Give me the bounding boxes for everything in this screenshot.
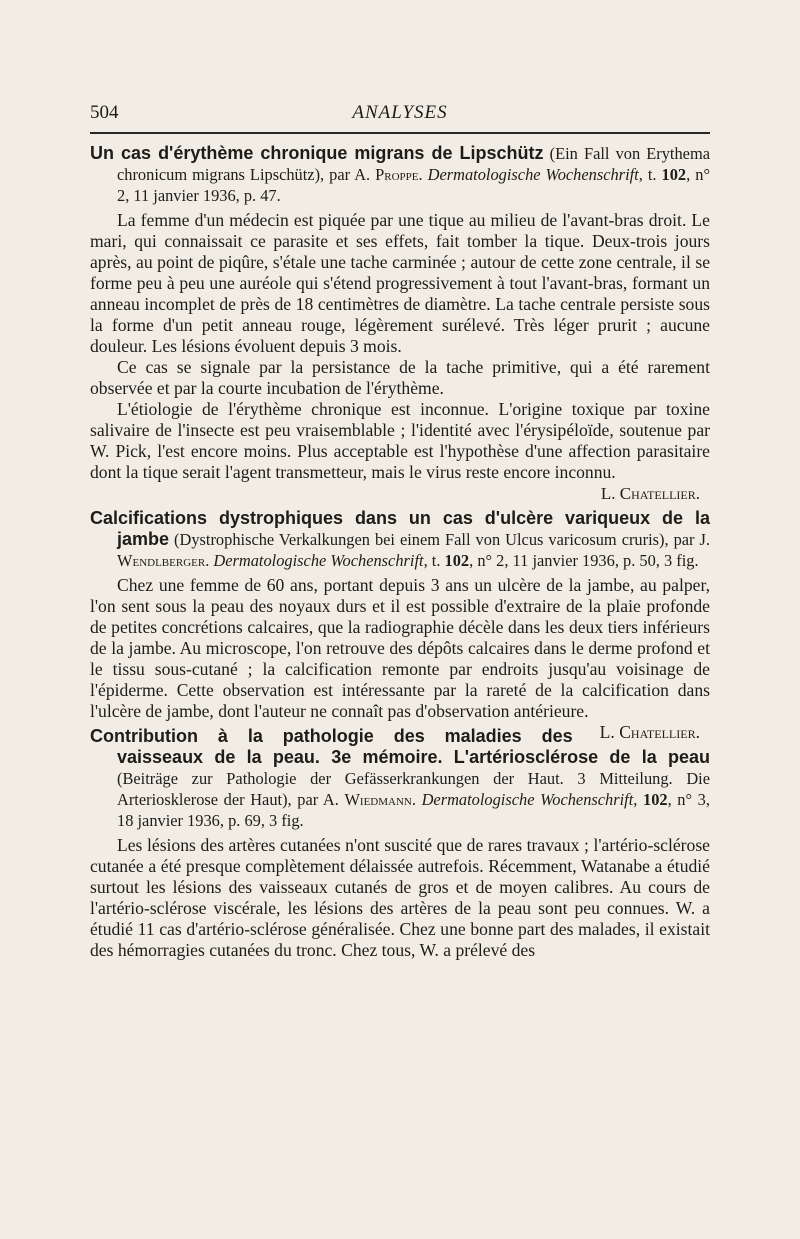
- reference-text: (Ein Fall von Erythema chronicum migrans Lipschütz), par A.: [117, 144, 710, 184]
- running-title: ANALYSES: [352, 102, 448, 123]
- page-header: [90, 100, 710, 130]
- article-citation: [90, 508, 710, 571]
- reference-separator: .: [411, 790, 422, 809]
- reference-tail: , n° 2, 11 janvier 1936, p. 47.: [117, 165, 710, 205]
- journal-name: Dermatologische Wochenschrift: [427, 165, 639, 184]
- author-name: Proppe: [375, 165, 419, 184]
- journal-name: Dermatologische Wochenschrift: [213, 551, 424, 570]
- paragraph: Les lésions des artères cutanées n'ont suscité que de rares travaux ; l'artério-sclérose cutanée a été presque complètement délaissée autrefois. Récemment, Watanabe a étudié surtout les lésions des vaisseaux cutanés de gros et de moyen calibres. Au cours de l'artério-sclérose viscérale, les lésions des artères de la peau sont peu connues. W. a étudié 11 cas d'artério-sclérose généralisée. Chez une bonne part des malades, il existait des hémorragies cutanées du tronc. Chez tous, W. a prélevé des: [90, 835, 710, 960]
- paragraph: La femme d'un médecin est piquée par une tique au milieu de l'avant-bras droit. Le mari, qui connaissait ce parasite et ses effets, fait tomber la tique. Deux-trois jours après, au point de piqûre, s'étale une tache carminée ; autour de cette zone centrale, il se forme peu à peu une auréole qui s'étend progressivement à tout l'avant-bras, formant un anneau incomplet de près de 18 centimètres de diamètre. La tache centrale persiste sous la forme d'un petit anneau rouge, légèrement surélevé. Très léger prurit ; aucune douleur. Les lésions évoluent depuis 3 mois.: [90, 210, 710, 356]
- article-body: [90, 835, 710, 961]
- reference-volume-prefix: ,: [633, 790, 643, 809]
- reference-separator: .: [205, 551, 214, 570]
- article-body: [90, 575, 710, 742]
- reviewer-signature: L. Chatellier.: [600, 484, 700, 503]
- article-3: [90, 726, 710, 961]
- volume-number: 102: [643, 790, 668, 809]
- article-body: [90, 210, 710, 483]
- reference-separator: .: [418, 165, 428, 184]
- article-title: Calcifications dystrophiques dans un cas d'ulcère variqueux de la jambe: [90, 508, 710, 549]
- analyses-content: [90, 143, 710, 965]
- reference-tail: , n° 2, 11 janvier 1936, p. 50, 3 fig.: [469, 551, 699, 570]
- author-name: Wiedmann: [344, 790, 412, 809]
- paragraph: Ce cas se signale par la persistance de la tache primitive, qui a été rarement observée et par la courte incubation de l'érythème.: [90, 357, 710, 398]
- page-number: 504: [90, 102, 119, 123]
- author-name: Wendlberger: [117, 551, 206, 570]
- paragraph: [90, 575, 710, 742]
- reviewer-signature: L. Chatellier.: [599, 722, 700, 742]
- reference-text: (Beiträge zur Pathologie der Gefässerkrankungen der Haut. 3 Mitteilung. Die Arteriosklerose der Haut), par A.: [117, 769, 710, 809]
- article-2: [90, 508, 710, 742]
- reference-text: (Dystrophische Verkalkungen bei einem Fall von Ulcus varicosum cruris), par J.: [169, 530, 710, 549]
- article-title: Contribution à la pathologie des maladies des vaisseaux de la peau. 3e mémoire. L'artériosclérose de la peau: [90, 726, 710, 767]
- journal-name: Dermatologische Wochenschrift: [421, 790, 634, 809]
- paragraph: L'étiologie de l'érythème chronique est inconnue. L'origine toxique par toxine salivaire de l'insecte est peu vraisemblable ; l'identité avec l'érysipéloïde, soutenue par W. Pick, l'est encore moins. Plus acceptable est l'hypothèse d'une affection parasitaire dont la tique serait l'agent transmetteur, mais le virus reste encore inconnu.: [90, 399, 710, 482]
- reference-volume-prefix: , t.: [638, 165, 662, 184]
- article-citation: [90, 143, 710, 206]
- volume-number: 102: [661, 165, 687, 184]
- reference-volume-prefix: , t.: [423, 551, 445, 570]
- reference-tail: , n° 3, 18 janvier 1936, p. 69, 3 fig.: [117, 790, 710, 830]
- article-1: [90, 143, 710, 504]
- article-title: Un cas d'érythème chronique migrans de Lipschütz: [90, 143, 544, 163]
- header-rule: [90, 132, 710, 134]
- paragraph-text: Chez une femme de 60 ans, portant depuis 3 ans un ulcère de la jambe, au palper, l'on sent sous la peau des noyaux durs et il est possible d'extraire de la plaie profonde de petites concrétions calcaires, que la radiographie décèle dans les deux tiers inférieurs de la jambe. Au microscope, l'on retrouve des dépôts calcaires dans le derme profond et le tissu sous-cutané ; la calcification remonte par endroits jusqu'au voisinage de l'épiderme. Cette observation est intéressante par la rareté de la calcification dans l'ulcère de jambe, dont l'auteur ne connaît pas d'observation antérieure.: [90, 575, 710, 721]
- volume-number: 102: [444, 551, 470, 570]
